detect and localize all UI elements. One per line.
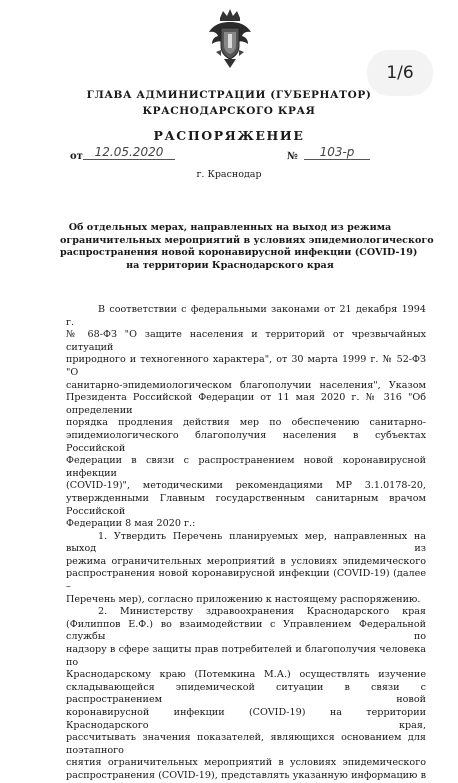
body-line: утвержденными Главным государственным санитарным врачом Российской	[66, 492, 426, 517]
body-line: эпидемиологического благополучия населения в субъектах Российской	[66, 429, 426, 454]
date-prefix: от	[70, 151, 83, 162]
body-line: санитарно-эпидемиологическом благополучии населения", Указом	[66, 379, 426, 391]
document-body	[66, 304, 426, 783]
page-counter-badge: 1/6	[367, 50, 433, 96]
body-line: Краснодарскому краю (Потемкина М.А.) осуществлять изучение	[66, 669, 426, 681]
body-line: складывающейся эпидемической ситуации в связи с распространением новой	[66, 681, 426, 706]
body-line: природного и техногенного характера", от 30 марта 1999 г. № 52-ФЗ "О	[66, 354, 426, 378]
body-line: № 68-ФЗ "О защите населения и территорий от чрезвычайных ситуаций	[66, 329, 426, 353]
body-line: 2. Министерству здравоохранения Краснодарского края	[98, 606, 426, 618]
body-line: порядка продления действия мер по обеспечению санитарно-	[66, 417, 426, 429]
body-line: 1. Утвердить Перечень планируемых мер, направленных на выход из	[66, 530, 426, 555]
title-line: ограничительных мероприятий в условиях эпидемиологического	[60, 234, 434, 246]
body-line: распространения новой коронавирусной инфекции (COVID-19) (далее –	[66, 568, 426, 593]
document-title	[60, 222, 434, 272]
date-number-row	[0, 145, 458, 167]
document-number: 103-р	[304, 145, 370, 160]
body-line: надзору в сфере защиты прав потребителей и благополучия человека по	[66, 644, 426, 668]
body-line: снятия ограничительных мероприятий в условиях эпидемического	[66, 757, 426, 769]
coat-of-arms-emblem	[206, 8, 254, 70]
document-date: 12.05.2020	[83, 145, 175, 160]
body-line: Федерации в связи с распространением новой коронавирусной инфекции	[66, 455, 426, 479]
body-line: рассчитывать значения показателей, являющихся основанием для поэтапного	[66, 732, 426, 756]
title-line: на территории Краснодарского края	[126, 259, 334, 271]
title-line: распространения новой коронавирусной инфекции (COVID-19)	[60, 247, 418, 259]
header-title-line1: ГЛАВА АДМИНИСТРАЦИИ (ГУБЕРНАТОР)	[86, 89, 372, 101]
body-line: (Филиппов Е.Ф.) во взаимодействии с Управлением Федеральной службы по	[66, 618, 426, 643]
document-type: РАСПОРЯЖЕНИЕ	[153, 128, 305, 143]
title-line: Об отдельных мерах, направленных на выход из режима	[68, 222, 392, 233]
body-line: В соответствии с федеральными законами от 21 декабря 1994 г.	[66, 304, 426, 328]
body-line: Перечень мер), согласно приложению к настоящему распоряжению.	[66, 593, 421, 605]
body-line: Президента Российской Федерации от 11 мая 2020 г. № 316 "Об определении	[66, 392, 426, 416]
body-line: Федерации 8 мая 2020 г.:	[66, 518, 196, 530]
number-prefix: №	[287, 151, 298, 162]
body-line: коронавирусной инфекции (COVID-19) на территории Краснодарского края,	[66, 707, 426, 731]
body-line: (COVID-19)", методическими рекомендациями МР 3.1.0178-20,	[66, 480, 426, 492]
body-line: режима ограничительных мероприятий в условиях эпидемического	[66, 555, 426, 567]
header-title-line2: КРАСНОДАРСКОГО КРАЯ	[142, 105, 316, 117]
body-line: распространения (COVID-19), представлять указанную информацию в	[66, 769, 426, 781]
city-name: г. Краснодар	[196, 169, 262, 180]
